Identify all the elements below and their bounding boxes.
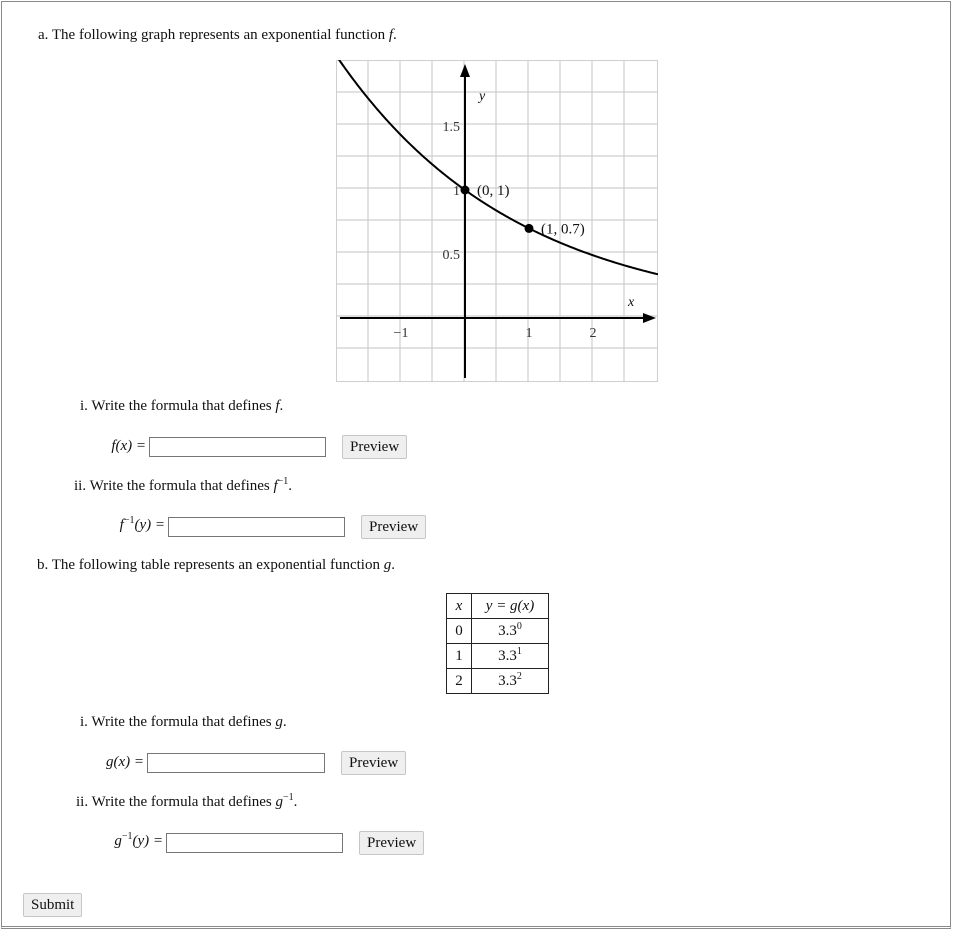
x-tick-label: 1 xyxy=(525,326,533,341)
table-cell-y xyxy=(472,644,549,669)
table-cell-x: 2 xyxy=(447,669,472,694)
y-tick-label: 1.5 xyxy=(442,120,460,135)
grid-border xyxy=(337,61,658,382)
f-preview-button[interactable]: Preview xyxy=(342,435,407,459)
g-values-table xyxy=(446,593,549,694)
part-b-heading: b. The following table represents an exponential function g. xyxy=(37,557,395,573)
table-header-y: y = g(x) xyxy=(472,594,549,619)
x-axis-label: x xyxy=(628,295,635,310)
x-tick-label: 2 xyxy=(589,326,597,341)
table-row xyxy=(447,644,549,669)
table-cell-y-exp: 0 xyxy=(516,620,522,632)
f-inverse-label xyxy=(92,517,165,534)
part-b-q2-text: ii. Write the formula that defines xyxy=(76,794,272,810)
g-inverse-label-fn: g xyxy=(114,833,122,849)
graph-tick-labels xyxy=(394,89,635,341)
table-row xyxy=(447,619,549,644)
y-tick-label: 1 xyxy=(453,184,460,199)
graph-grid xyxy=(336,60,658,382)
f-formula-input[interactable] xyxy=(149,437,326,457)
f-of-x-label: f(x) = xyxy=(111,438,146,454)
f-inverse-preview-button[interactable]: Preview xyxy=(361,515,426,539)
g-inverse-formula-input[interactable] xyxy=(166,833,343,853)
g-inverse-label xyxy=(90,833,163,850)
table-cell-y xyxy=(472,669,549,694)
f-inverse-formula-input[interactable] xyxy=(168,517,345,537)
part-a-function-name: f xyxy=(388,27,394,43)
g-of-x-label: g(x) = xyxy=(105,754,144,770)
part-b-heading-text: b. The following table represents an exponential function xyxy=(37,557,380,573)
g-inverse-label-rest: (y) = xyxy=(132,833,163,849)
part-a-q2-fn: f xyxy=(273,478,278,494)
table-row xyxy=(447,669,549,694)
table-cell-y-base: 3.3 xyxy=(498,672,517,689)
f-inverse-label-rest: (y) = xyxy=(134,517,165,533)
g-inverse-label-sup: −1 xyxy=(121,831,133,842)
part-b-q1-fn: g xyxy=(275,714,283,730)
y-tick-label: 0.5 xyxy=(442,248,460,263)
y-axis-label: y xyxy=(479,89,486,104)
graph-axes xyxy=(340,64,656,378)
part-a-heading: a. The following graph represents an exponential function f. xyxy=(38,27,397,43)
graph-point-label: (1, 0.7) xyxy=(541,221,585,238)
graph-point xyxy=(461,186,470,195)
g-inverse-preview-button[interactable]: Preview xyxy=(359,831,424,855)
submit-button[interactable]: Submit xyxy=(23,893,82,917)
g-preview-button[interactable]: Preview xyxy=(341,751,406,775)
part-a-q2: ii. Write the formula that defines $f^{-1}$. xyxy=(74,476,293,494)
part-a-q2-text: ii. Write the formula that defines xyxy=(74,478,270,494)
y-axis-arrow xyxy=(460,64,470,77)
graph-point-label: (0, 1) xyxy=(477,183,510,199)
part-b-q1-text: i. Write the formula that defines xyxy=(80,714,272,730)
part-b-q2-fn: g xyxy=(275,794,283,810)
table-cell-y-exp: 2 xyxy=(516,670,522,682)
part-a-q1: i. Write the formula that defines f. xyxy=(80,398,284,414)
table-cell-y xyxy=(472,619,549,644)
table-cell-x: 1 xyxy=(447,644,472,669)
table-header-row xyxy=(447,594,549,619)
table-cell-y-base: 3.3 xyxy=(498,622,517,639)
graph-points xyxy=(461,183,585,237)
part-b-function-name: g xyxy=(383,557,392,573)
part-b-q1: i. Write the formula that defines g. xyxy=(80,714,287,730)
x-axis-arrow xyxy=(643,313,656,323)
part-a-q1-fn: f xyxy=(275,398,280,414)
part-a-heading-text: a. The following graph represents an exponential function xyxy=(38,27,386,43)
f-inverse-label-fn: f xyxy=(119,517,124,533)
table-header-x: x xyxy=(447,594,472,619)
exponential-graph xyxy=(336,60,658,382)
x-tick-label: −1 xyxy=(393,326,409,341)
part-b-q2-sup: −1 xyxy=(282,792,294,803)
table-cell-y-base: 3.3 xyxy=(498,647,517,664)
part-a-q1-text: i. Write the formula that defines xyxy=(80,398,272,414)
g-formula-input[interactable] xyxy=(147,753,325,773)
table-cell-x: 0 xyxy=(447,619,472,644)
f-inverse-label-sup: −1 xyxy=(123,515,135,526)
part-a-q2-sup: −1 xyxy=(277,476,289,487)
table-cell-y-exp: 1 xyxy=(516,645,522,657)
graph-point xyxy=(525,224,534,233)
part-b-q2: ii. Write the formula that defines $g^{-1}$. xyxy=(76,792,298,810)
